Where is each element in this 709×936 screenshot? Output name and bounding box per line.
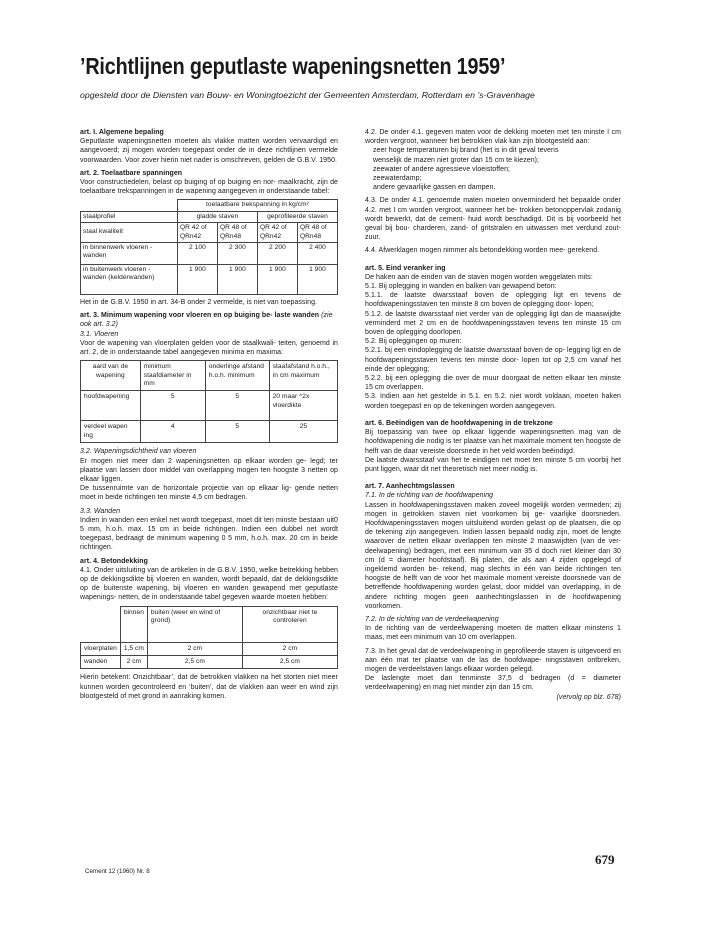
- art5-heading: art. 5. Eind veranker ing: [365, 264, 446, 272]
- art31-heading: 3.1. Vloeren: [80, 330, 119, 338]
- table-cell: 5: [205, 391, 269, 421]
- t2-h1: aard van de wapening: [81, 361, 141, 391]
- table-cell: 1 900: [177, 265, 217, 295]
- stress-table: [80, 199, 338, 295]
- t3-h1: binnen: [120, 606, 147, 642]
- minimum-wapening-table: [80, 360, 338, 443]
- page-number: 679: [595, 852, 615, 867]
- row-hoofdwapening-label: hoofdwapening: [81, 391, 141, 421]
- t2-h2: minimum staafdiameter in mm: [140, 361, 205, 391]
- table-cell: 2 cm: [147, 642, 242, 655]
- table-cell: 2,5 cm: [242, 655, 337, 668]
- quality-2: QR 48 of QRn48: [217, 223, 257, 243]
- table-cell: 2 200: [257, 243, 297, 265]
- p72-text: In de richting van de verdeelwapening moeten de matten elkaar minstens 1 maas, met een minimum van 10 cm overlappen.: [365, 625, 621, 642]
- t3-h3: onzichtbaar niet te controleren: [242, 606, 337, 642]
- art2-text: Voor constructiedelen, belast op buiging of op buiging en nor- maalkracht, zijn de toelaatbare trekspanningen in de wapening aangegeven in onderstaande tabel:: [80, 179, 338, 196]
- table-cell: 1,5 cm: [120, 642, 147, 655]
- row-wanden-label: wanden: [81, 655, 121, 668]
- p53: 5.3. Indien aan het gestelde in 5.1. en 5.2. niet wordt voldaan, moeten haken worden toegepast en op de tekeningen worden aangegeven.: [365, 393, 621, 410]
- table-cell: 2 cm: [242, 642, 337, 655]
- table-cell: 1 900: [217, 265, 257, 295]
- art33-heading: 3.3. Wanden: [80, 507, 121, 515]
- after-table1-text: Het in de G.B.V. 1950 in art. 34-B onder 2 vermelde, is niet van toepassing.: [80, 299, 318, 307]
- list-item: andere gevaarlijke gassen en dampen.: [373, 184, 496, 192]
- table-cell: 20 maar ^2x vloerdikte: [269, 391, 337, 421]
- p71-text: Lassen in hoofdwapeningsstaven maken zoveel mogelijk worden vermeden; zij mogen in getrokken staven niet voorkomen bij ge- vaarlijke doorsneden. Hoofdwapeningsstaven mogen uitsluitend worden gelast op de plaatsen, die op de tekening zijn aangegeven. Indien lassen bepaald nodig zijn, moet de lengte waarover de netten elkaar overlappen ten minste 2 maaswijdten (van de ver- deelwapening) bedragen, met een minimum van 35 d doch niet kleiner dan 30 cm (d = diameter hoofdstaaf). Bij platen, die als aan 4 zijden opgelegd of ingeklemd worden be- rekend, mag slechts in één van beide richtingen ten hoogste de helft van de voor het maximale moment vereiste doorsnede van de betreffende hoofdwapening worden gelast, door middel van overlapping, in de andere richting mogen geen aanhechtingslassen in de hoofdwapening voorkomen.: [365, 501, 621, 610]
- table-cell: 2 cm: [120, 655, 147, 668]
- art33-text: Indien in wanden een enkel net wordt toegepast, moet dit ten minste bestaan uit0 5 mm, h.o.h. max. 15 cm in beide richtingen. Indien een dubbel net wordt toegepast, bedraagt de minimum wapening 0 5 mm, h.o.h. max. 20 cm in beide richtingen.: [80, 516, 338, 552]
- col-gladde: gladde staven: [177, 211, 257, 222]
- table-cell: 5: [140, 391, 205, 421]
- after-table3-text: Hierin betekent: Onzichtbaar’, dat de betrokken vlakken na het storten niet meer kunnen worden gecontroleerd en ‘buiten’, dat de vlakken aan weer en wind zijn blootgesteld of met grond in aanraking komen.: [80, 674, 338, 700]
- row-verdeelwapening-label: verdeel wapen ing: [81, 421, 141, 443]
- p51: 5.1. Bij oplegging in wanden en balken van gewapend beton:: [365, 283, 557, 291]
- table-cell: 2 400: [297, 243, 337, 265]
- art32-text2: De tussenruimte van de horizontale projectie van op elkaar lig- gende netten moet in beide richtingen ten minste 4,5 cm bedragen.: [80, 485, 338, 502]
- art3-note: (zie ook art. 3.2): [80, 312, 333, 329]
- art3-heading-text: art. 3. Minimum wapening voor vloeren en op buiging be- laste wanden: [80, 312, 320, 320]
- right-column: [365, 128, 621, 702]
- table-cell: 1 900: [257, 265, 297, 295]
- p511: 5.1.1. de laatste dwarsstaaf boven de oplegging ligt en tevens de hoofdwapeningsstaven ten minste 8 cm boven de oplegging door- lopen;: [365, 292, 621, 309]
- p72-heading: 7.2. In de richting van de verdeelwapening: [365, 615, 499, 623]
- art2-heading: art. 2. Toelaatbare spanningen: [80, 169, 183, 177]
- table-cell: 2,5 cm: [147, 655, 242, 668]
- art4-heading: art. 4. Betondekking: [80, 557, 148, 565]
- art4-text: 4.1. Onder uitsluiting van de artikelen in de G.B.V. 1950, welke betrekking hebben op de dekkingsdikte bij vloeren en wanden, wordt bepaald, dat de dekkingsdikte op de buitenste wapening, bij vloeren en wanden gewapend met geputlaste wapenings- netten, de in onderstaande tabel gegeven waarde moeten hebben:: [80, 566, 338, 602]
- art7-heading: art. 7. Aanhechtmgslassen: [365, 483, 455, 491]
- journal-footer: Cement 12 (1960) Nr. 8: [85, 868, 150, 875]
- p42: 4.2. De onder 4.1. gegeven maten voor de dekking moeten met ten minste I cm worden vergroot, wanneer het betrokken vlak kan zijn blootgesteld aan:: [365, 129, 621, 146]
- art6-heading: art. 6. Beëindigen van de hoofdwapening in de trekzone: [365, 419, 553, 427]
- quality-1: QR 42 of QRn42: [177, 223, 217, 243]
- list-item: zeer hoge temperaturen bij brand (het is in dit geval tevens: [373, 147, 559, 155]
- row-binnenwerk-label: in binnenwerk vloeren - wanden: [81, 243, 178, 265]
- art3-heading: [80, 311, 338, 329]
- art32-text: Er mogen niet meer dan 2 wapeningsnetten op elkaar worden ge- legd; ter plaatse van lassen door middel van overlapping mogen ten hoogste 3 netten op elkaar liggen.: [80, 457, 338, 483]
- p43: 4.3. De onder 4.1. genoemde maten moeten onverminderd het bepaalde onder 4.2. met I cm worden vergroot, wanneer het be- trokken betonoppervlak zodanig wordt bewerkt, dat de cement- huid wordt beschadigd. Dit is bij voorbeeld het geval bij bou- charderen, zand- of gritstralen en uitwassen met verdund zout- zuur.: [365, 197, 621, 242]
- stress-table-header: toelaatbare trekspanning in kg/cm²: [177, 200, 337, 211]
- table-cell: 25: [269, 421, 337, 443]
- row-vloerplaten-label: vloerplaten: [81, 642, 121, 655]
- table-cell: 1 900: [297, 265, 337, 295]
- list-item: zeewater of andere agressieve vloeistoffen;: [373, 165, 511, 173]
- table-cell: 2 300: [217, 243, 257, 265]
- art1-text: Geputlaste wapeningsnetten moeten als vlakke matten worden vervaardigd en aangevoerd; zij mogen worden toegepast onder de in deze richtlijnen vermelde voorwaarden. Voor zover hierin niet nader is omschreven, gelden de G.B.V. 1950.: [80, 138, 338, 164]
- p44: 4.4. Afwerklagen mogen nimmer als betondekking worden mee- gerekend.: [365, 247, 600, 255]
- t2-h4: staafafstand h.o.h., in cm maximum: [269, 361, 337, 391]
- art1-heading: art. I. Algemene bepaling: [80, 129, 164, 136]
- p522: 5.2.2. bij een oplegging die over de muur doorgaat de netten elkaar ten minste 15 cm overlappen.: [365, 375, 621, 392]
- art6-text: Bij toepassing van twee op elkaar liggende wapeningsnetten mag van de hoofdwapening die nodig is ter plaatse van het maximale moment ten hoogste de helft van de daar vereiste doorsnede in het veld worden beëindigd.: [365, 429, 621, 455]
- t2-h3: onderlinge afstand h.o.h. minimum: [205, 361, 269, 391]
- p71-heading: 7.1. In de richting van de hoofdwapening: [365, 492, 494, 500]
- art5-text: De haken aan de einden van de staven mogen worden weggelaten mits:: [365, 273, 593, 281]
- list-item: wenselijk de mazen niet groter dan 15 cm te kiezen);: [373, 156, 540, 164]
- left-column: [80, 128, 338, 701]
- col-kwaliteit: staal kwaliteit: [81, 223, 178, 243]
- p512: 5.1.2. de laatste dwarsstaaf niet verder van de oplegging ligt dan de maaswijdte verminderd met 2 cm en de hoofdwapeningsstaven tevens ten minste 15 cm boven de oplegging doorlopen.: [365, 310, 621, 337]
- t3-h2: buiten (weer en wind of grond): [147, 606, 242, 642]
- quality-4: QR 48 of QRn48: [297, 223, 337, 243]
- art32-heading: 3.2. Wapeningsdichtheid van vloeren: [80, 448, 197, 456]
- table-cell: 2 100: [177, 243, 217, 265]
- article-title: ’Richtlijnen geputlaste wapeningsnetten 1959’: [80, 53, 506, 79]
- list-item: zeewaterdamp;: [373, 175, 422, 183]
- col-geprofileerd: geprofileerde staven: [257, 211, 337, 222]
- art31-text: Voor de wapening van vloerplaten gelden voor de staalkwali- teiten, genoemd in art. 2, de in onderstaande tabel aangegeven minima en maxima:: [80, 339, 338, 357]
- table-cell: 4: [140, 421, 205, 443]
- row-buitenwerk-label: in buitenwerk vloeren - wanden (kelderwanden): [81, 265, 178, 295]
- betondekking-table: [80, 606, 338, 670]
- p52: 5.2. Bij opleggingen op muren:: [365, 338, 462, 346]
- p73b: De laslengte moet dan tenminste 37,5 d bedragen (d = diameter verdeelwapening) en mag niet minder zijn dan 15 cm.: [365, 675, 621, 692]
- p521: 5.2.1. bij een eindoplegging de laatste dwarsstaaf boven de op- legging ligt en de hoofdwapeningsstaven tevens ten minste door- lopen tot op 2,5 cm vanaf het einde der oplegging;: [365, 347, 621, 373]
- col-staalprofiel: staalprofiel: [81, 211, 178, 222]
- article-subtitle: opgesteld door de Diensten van Bouw- en Woningtoezicht der Gemeenten Amsterdam, Rotterdam en ’s-Gravenhage: [80, 90, 535, 100]
- continued-note: (vervolg op blz. 678): [556, 693, 621, 701]
- quality-3: QR 42 of QRn42: [257, 223, 297, 243]
- exposure-list: [365, 146, 621, 192]
- p73: 7.3. In het geval dat de verdeelwapening in geprofileerde staven is uitgevoerd en aan één mat ter plaatse van de las de hoofdwape- ningsstaven ontbreken, mogen de verdeelstaven langs elkaar worden gelegd.: [365, 647, 621, 673]
- table-cell: 5: [205, 421, 269, 443]
- art6-text2: De laatste dwarsstaaf van het te eindigen net moet ten minste 5 cm voorbij het punt liggen, waar dit net theoretisch niet meer nodig is.: [365, 456, 621, 473]
